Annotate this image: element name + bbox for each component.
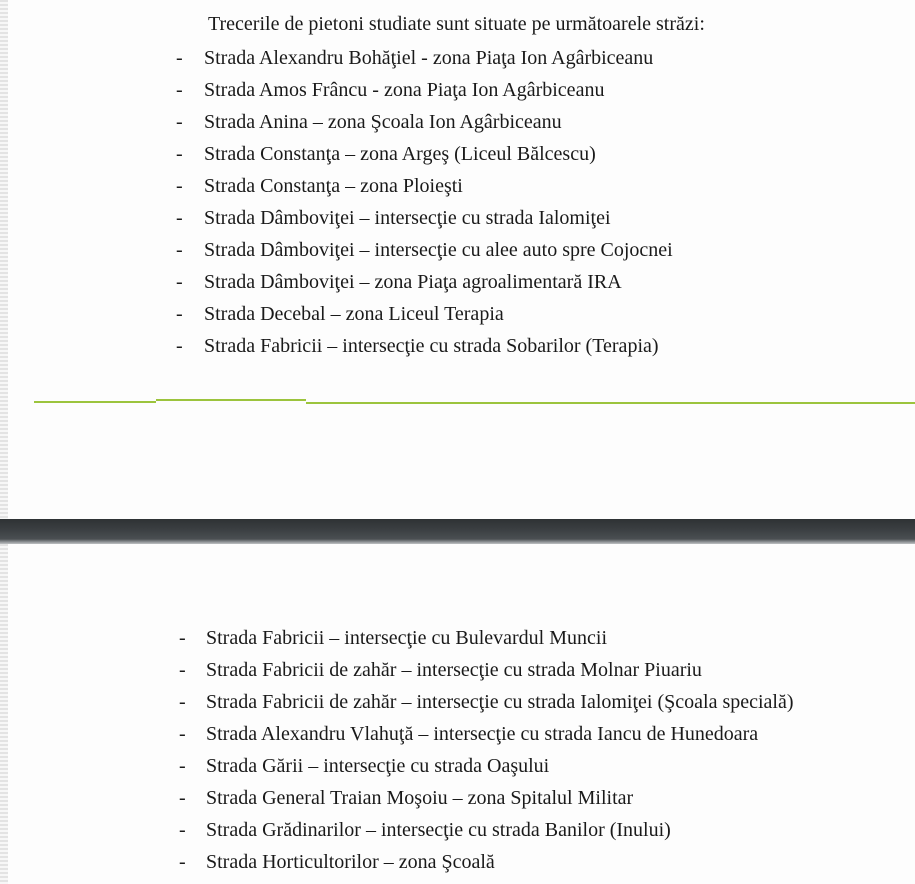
street-entry: Strada General Traian Moşoiu – zona Spitalul Militar	[206, 787, 634, 809]
street-entry: Strada Dâmboviţei – intersecţie cu strada Ialomiţei	[204, 207, 611, 229]
scan-edge	[0, 0, 8, 519]
bullet-dash: -	[176, 143, 183, 165]
street-entry: Strada Fabricii de zahăr – intersecţie cu strada Ialomiţei (Şcoala specială)	[206, 691, 794, 713]
bullet-dash: -	[176, 79, 183, 101]
street-entry: Strada Alexandru Vlahuţă – intersecţie cu strada Iancu de Hunedoara	[206, 723, 759, 745]
bullet-dash: -	[176, 175, 183, 197]
street-entry: Strada Constanţa – zona Argeş (Liceul Bălcescu)	[204, 143, 596, 165]
bullet-dash: -	[179, 819, 186, 841]
street-entry: Strada Fabricii de zahăr – intersecţie cu strada Molnar Piuariu	[206, 659, 702, 681]
bullet-dash: -	[176, 335, 183, 357]
footer-rule	[34, 399, 915, 401]
bullet-dash: -	[176, 47, 183, 69]
street-entry: Strada Fabricii – intersecţie cu strada Sobarilor (Terapia)	[204, 335, 659, 357]
bullet-dash: -	[176, 303, 183, 325]
street-entry: Strada Dâmboviţei – intersecţie cu alee auto spre Cojocnei	[204, 239, 673, 261]
document-page-bottom	[0, 544, 915, 884]
street-entry: Strada Dâmboviţei – zona Piaţa agroalimentară IRA	[204, 271, 622, 293]
bullet-dash: -	[179, 627, 186, 649]
street-entry: Strada Decebal – zona Liceul Terapia	[204, 303, 504, 325]
bullet-dash: -	[179, 723, 186, 745]
street-entry: Strada Anina – zona Şcoala Ion Agârbiceanu	[204, 111, 562, 133]
street-entry: Strada Constanţa – zona Ploieşti	[204, 175, 463, 197]
street-entry: Strada Alexandru Bohăţiel - zona Piaţa Ion Agârbiceanu	[204, 47, 654, 69]
bullet-dash: -	[176, 239, 183, 261]
bullet-dash: -	[179, 787, 186, 809]
bullet-dash: -	[176, 111, 183, 133]
bullet-dash: -	[176, 271, 183, 293]
bullet-dash: -	[179, 691, 186, 713]
street-entry: Strada Amos Frâncu - zona Piaţa Ion Agârbiceanu	[204, 79, 605, 101]
street-entry: Strada Horticultorilor – zona Şcoală	[206, 851, 495, 873]
page-separator	[0, 519, 915, 544]
street-entry: Strada Fabricii – intersecţie cu Bulevardul Muncii	[206, 627, 607, 649]
bullet-dash: -	[176, 207, 183, 229]
street-entry: Strada Grădinarilor – intersecţie cu strada Banilor (Inului)	[206, 819, 671, 841]
intro-sentence: Trecerile de pietoni studiate sunt situate pe următoarele străzi:	[208, 13, 705, 35]
bullet-dash: -	[179, 851, 186, 873]
bullet-dash: -	[179, 755, 186, 777]
bullet-dash: -	[179, 659, 186, 681]
street-entry: Strada Gării – intersecţie cu strada Oaşului	[206, 755, 550, 777]
scan-edge	[0, 544, 8, 884]
